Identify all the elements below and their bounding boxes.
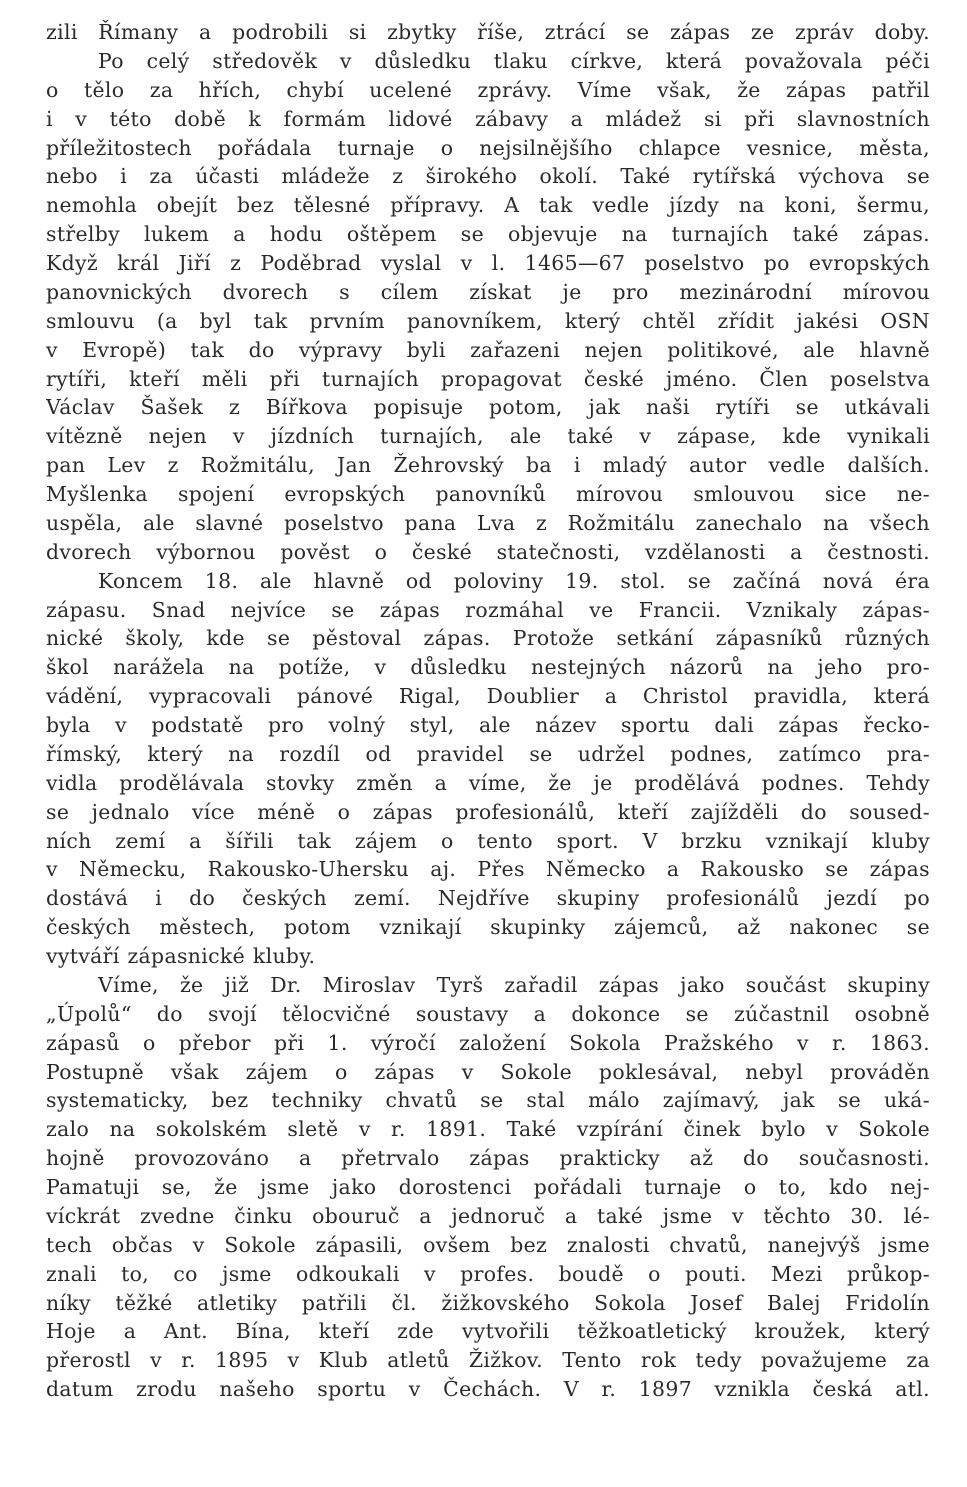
text-line: dvorech výbornou pověst o české statečnosti, vzdělanosti a čestnosti. [46,539,930,564]
text-line: o tělo za hřích, chybí ucelené zprávy. Víme však, že zápas patřil [46,77,930,102]
document-page [46,18,930,1404]
text-line: Když král Jiří z Poděbrad vyslal v l. 1465—67 poselstvo po evropských [46,251,930,275]
text-line: Pamatuji se, že jsme jako dorostenci pořádali turnaje o to, kdo nej- [46,1175,930,1199]
text-line: ních zemí a šířili tak zájem o tento sport. V brzku vznikají kluby [46,828,930,853]
text-line: Myšlenka spojení evropských panovníků mírovou smlouvou sice ne- [46,482,930,506]
text-line: byla v podstatě pro volný styl, ale název sportu dali zápas řecko- [46,713,930,737]
text-line: v Evropě) tak do výpravy byli zařazeni nejen politikové, ale hlavně [46,337,930,362]
text-line: střelby lukem a hodu oštěpem se objevuje na turnajích také zápas. [46,222,930,247]
text-line: římský, který na rozdíl od pravidel se udržel podnes, zatímco pra- [46,741,930,766]
text-line: i v této době k formám lidové zábavy a mládež si při slavnostních [46,106,930,131]
text-line: panovnických dvorech s cílem získat je pro mezinárodní mírovou [46,279,930,304]
text-line: „Úpolů“ do svojí tělocvičné soustavy a dokonce se zúčastnil osobně [46,1001,930,1026]
text-line: zápasu. Snad nejvíce se zápas rozmáhal ve Francii. Vznikaly zápas- [46,597,930,622]
text-line: dostává i do českých zemí. Nejdříve skupiny profesionálů jezdí po [46,886,930,911]
text-line: Postupně však zájem o zápas v Sokole poklesával, nebyl prováděn [46,1059,930,1084]
text-line: v Německu, Rakousko-Uhersku aj. Přes Německo a Rakousko se zápas [46,857,930,882]
text-line: českých městech, potom vznikají skupinky zájemců, až nakonec se [46,915,930,940]
text-line: znali to, co jsme odkoukali v profes. boudě o pouti. Mezi průkop- [46,1261,930,1286]
text-line: uspěla, ale slavné poselstvo pana Lva z Rožmitálu zanechalo na všech [46,510,930,535]
text-line: systematicky, bez techniky chvatů se stal málo zajímavý, jak se uká- [46,1088,930,1113]
text-line: nemohla obejít bez tělesné přípravy. A tak vedle jízdy na koni, šermu, [46,193,930,218]
text-line: zalo na sokolském sletě v r. 1891. Také vzpírání činek bylo v Sokole [46,1117,930,1142]
text-line: škol narážela na potíže, v důsledku nestejných názorů na jeho pro- [46,655,930,680]
text-line: Víme, že již Dr. Miroslav Tyrš zařadil zápas jako součást skupiny [98,972,930,997]
text-line: Václav Šašek z Bířkova popisuje potom, jak naši rytíři se utkávali [46,395,930,420]
text-line: smlouvu (a byl tak prvním panovníkem, který chtěl zřídit jakési OSN [46,308,930,333]
text-line: přerostl v r. 1895 v Klub atletů Žižkov. Tento rok tedy považujeme za [46,1348,930,1373]
text-line: vidla prodělávala stovky změn a víme, že je prodělává podnes. Tehdy [46,770,930,795]
text-line: Koncem 18. ale hlavně od poloviny 19. stol. se začíná nová éra [98,568,930,593]
text-line: vytváří zápasnické kluby. [46,944,316,968]
text-line: pan Lev z Rožmitálu, Jan Žehrovský ba i mladý autor vedle dalších. [46,453,930,478]
text-line: hojně provozováno a přetrvalo zápas prakticky až do současnosti. [46,1146,930,1171]
text-line: nebo i za účasti mládeže z širokého okolí. Také rytířská výchova se [46,164,930,189]
text-line: níky těžké atletiky patřili čl. žižkovského Sokola Josef Balej Fridolín [46,1290,930,1315]
text-line: Po celý středověk v důsledku tlaku církve, která považovala péči [98,48,930,73]
text-line: zápasů o přebor při 1. výročí založení Sokola Pražského v r. 1863. [46,1030,930,1055]
text-line: příležitostech pořádala turnaje o nejsilnějšího chlapce vesnice, města, [46,135,930,160]
text-line: víckrát zvedne činku obouruč a jednoruč a také jsme v těchto 30. lé- [46,1203,930,1228]
text-line: nické školy, kde se pěstoval zápas. Protože setkání zápasníků různých [46,626,930,651]
text-line: vádění, vypracovali pánové Rigal, Doublier a Christol pravidla, která [46,684,930,709]
text-line: Hoje a Ant. Bína, kteří zde vytvořili těžkoatletický kroužek, který [46,1319,930,1344]
text-line: tech občas v Sokole zápasili, ovšem bez znalosti chvatů, nanejvýš jsme [46,1232,930,1257]
text-line: se jednalo více méně o zápas profesionálů, kteří zajížděli do soused- [46,799,930,824]
text-line: zili Římany a podrobili si zbytky říše, ztrácí se zápas ze zpráv doby. [46,20,930,44]
text-line: vítězně nejen v jízdních turnajích, ale také v zápase, kde vynikali [46,424,930,449]
text-line: datum zrodu našeho sportu v Čechách. V r. 1897 vznikla česká atl. [46,1377,930,1402]
text-line: rytíři, kteří měli při turnajích propagovat české jméno. Člen poselstva [46,366,930,391]
